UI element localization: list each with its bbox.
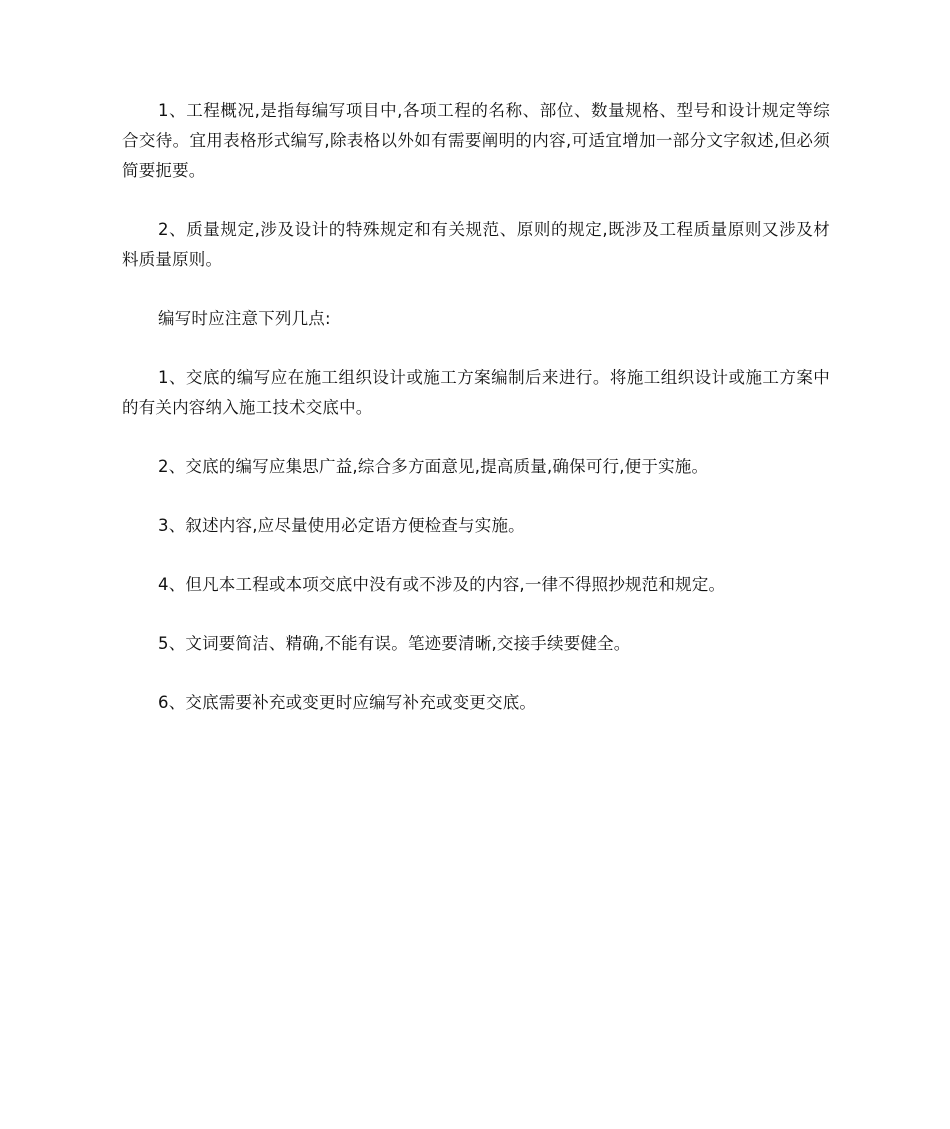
paragraph-note-1: 1、交底的编写应在施工组织设计或施工方案编制后来进行。将施工组织设计或施工方案中的有关内容纳入施工技术交底中。 [122, 368, 830, 417]
paragraph-note-5: 5、文词要简洁、精确,不能有误。笔迹要清晰,交接手续要健全。 [158, 634, 631, 653]
paragraph-note-6: 6、交底需要补充或变更时应编写补充或变更交底。 [158, 693, 537, 712]
paragraph-note-2: 2、交底的编写应集思广益,综合多方面意见,提高质量,确保可行,便于实施。 [158, 457, 709, 476]
paragraph-note-3: 3、叙述内容,应尽量使用必定语方便检查与实施。 [158, 516, 525, 535]
document-body [122, 96, 830, 747]
paragraph-note-4: 4、但凡本工程或本项交底中没有或不涉及的内容,一律不得照抄规范和规定。 [158, 575, 726, 594]
paragraph-overview: 1、工程概况,是指每编写项目中,各项工程的名称、部位、数量规格、型号和设计规定等综合交待。宜用表格形式编写,除表格以外如有需要阐明的内容,可适宜增加一部分文字叙述,但必须简要扼要。 [122, 101, 830, 180]
paragraph-quality: 2、质量规定,涉及设计的特殊规定和有关规范、原则的规定,既涉及工程质量原则又涉及材料质量原则。 [122, 220, 830, 269]
paragraph-notes-heading: 编写时应注意下列几点: [158, 309, 331, 328]
